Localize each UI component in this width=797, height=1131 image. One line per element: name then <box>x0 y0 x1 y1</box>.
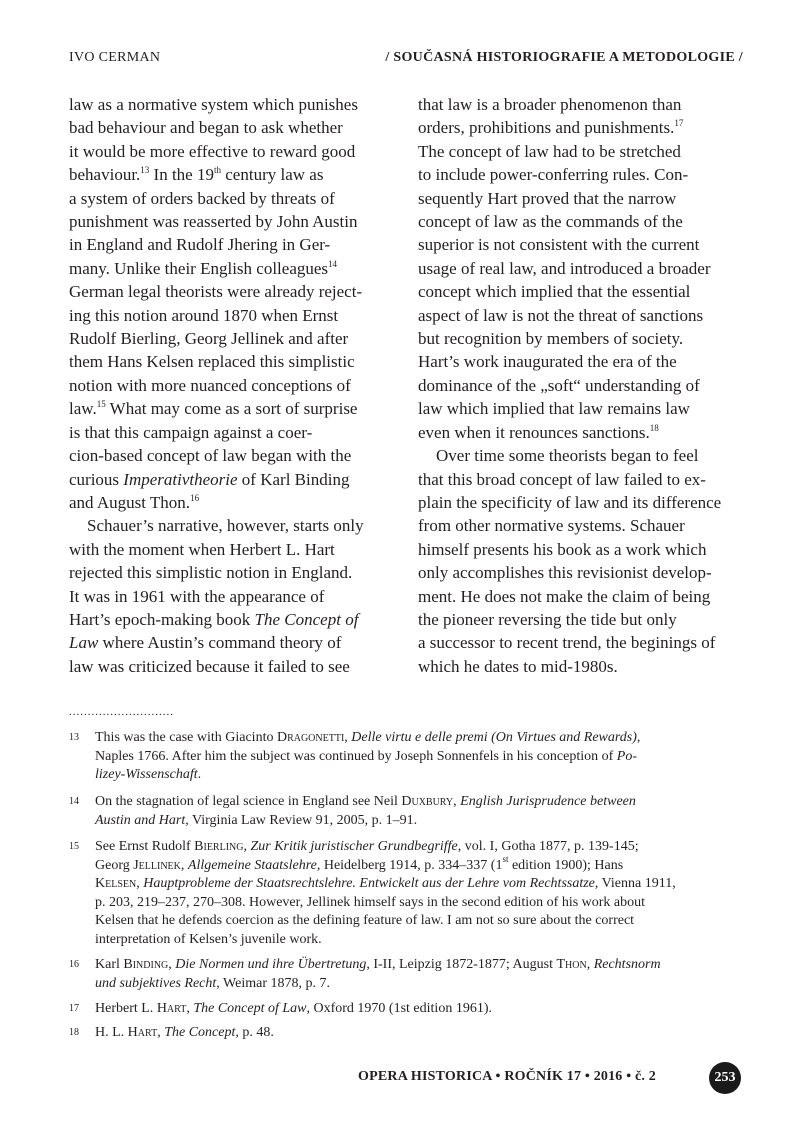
text-line: ment. He does not make the claim of being <box>418 586 711 606</box>
text-line: curious Imperativtheorie of Karl Binding <box>69 469 350 489</box>
text-line: Over time some theorists began to feel <box>436 446 699 466</box>
text-line: many. Unlike their English colleagues$^{14}$ <box>69 258 338 278</box>
text-line: dominance of the „soft“ understanding of <box>418 375 700 395</box>
text-line: concept of law as the commands of the <box>418 212 683 232</box>
footnote-ref: 15 <box>96 399 106 410</box>
text-line: even when it renounces sanctions.$^{18}$ <box>418 422 659 442</box>
footnote-ref: 16 <box>190 492 200 503</box>
text-line: law was criticized because it failed to see <box>69 656 350 676</box>
running-header-author: IVO CERMAN <box>69 50 161 65</box>
footnote-18: 18 H. L. Hart, The Concept, p. 48. <box>69 1024 749 1044</box>
text-line: with the moment when Herbert L. Hart <box>69 539 335 559</box>
text-line: The concept of law had to be stretched <box>418 141 681 161</box>
text-line: law.$^{15}$ What may come as a sort of surprise <box>69 399 358 419</box>
running-header <box>69 50 743 72</box>
text-line: Rudolf Bierling, Georg Jellinek and after <box>69 329 349 349</box>
text-line: that law is a broader phenomenon than <box>418 95 682 114</box>
book-title: Law <box>69 633 99 653</box>
text-line: cion-based concept of law began with the <box>69 446 352 466</box>
footnote-14: 14 On the stagnation of legal science in England see Neil Duxbury, English Jurisprudence between Austin and Hart, Virginia Law Review 91, 2005, p. 1–91. <box>69 794 636 828</box>
footnote-number: 15 <box>69 841 79 852</box>
text-line: Schauer’s narrative, however, starts only <box>87 516 364 536</box>
text-line: German legal theorists were already reject- <box>69 282 363 302</box>
footnote-number: 16 <box>69 959 79 970</box>
body-column-left <box>69 93 394 678</box>
text-line: rejected this simplistic notion in England. <box>69 563 353 583</box>
running-header-section: / SOUČASNÁ HISTORIOGRAFIE A METODOLOGIE / <box>385 50 743 65</box>
text-line: a system of orders backed by threats of <box>69 188 335 208</box>
journal-footer: OPERA HISTORICA • ROČNÍK 17 • 2016 • č. 2 <box>358 1069 657 1084</box>
text-line: It was in 1961 with the appearance of <box>69 586 325 606</box>
text-line: and August Thon.$^{16}$ <box>69 492 200 512</box>
text-line: from other normative systems. Schauer <box>418 516 685 536</box>
text-line: a successor to recent trend, the beginings of <box>418 633 716 653</box>
italic-term: Imperativtheorie <box>123 469 238 489</box>
text-line: the pioneer reversing the tide but only <box>418 609 677 629</box>
footnote-separator: ............................ <box>69 706 174 718</box>
text-line: orders, prohibitions and punishments.$^{17}$ <box>418 118 684 138</box>
footnote-17: 17 Herbert L. Hart, The Concept of Law, Oxford 1970 (1st edition 1961). <box>69 1000 749 1020</box>
footnote-number: 17 <box>69 1003 79 1014</box>
text-line: bad behaviour and began to ask whether <box>69 118 343 138</box>
text-line: in England and Rudolf Jhering in Ger- <box>69 235 331 255</box>
footnote-number: 18 <box>69 1027 79 1038</box>
text-line: plain the specificity of law and its difference <box>418 492 722 512</box>
text-line: ing this notion around 1870 when Ernst <box>69 305 339 325</box>
text-line: sequently Hart proved that the narrow <box>418 188 677 208</box>
text-line: law as a normative system which punishes <box>69 95 358 114</box>
text-line: which he dates to mid-1980s. <box>418 656 618 676</box>
footnote-ref: 18 <box>649 422 659 433</box>
text-line: to include power-conferring rules. Con- <box>418 165 689 185</box>
footnote-13: 13 This was the case with Giacinto Dragonetti, Delle virtu e delle premi (On Virtues and Rewards), Naples 1766. After him the subject was continued by Joseph Sonnenfels in his conception of Po- lizey-Wissenschaft. <box>69 730 641 783</box>
page-number-badge: 253 <box>709 1062 741 1094</box>
text-line: Law where Austin’s command theory of <box>69 633 342 653</box>
text-line: is that this campaign against a coer- <box>69 422 313 442</box>
text-line: behaviour.$^{13}$ In the 19th century law as <box>69 165 324 185</box>
body-column-right <box>418 93 743 678</box>
footnote-ref: 14 <box>328 258 338 269</box>
text-line: usage of real law, and introduced a broader <box>418 258 711 278</box>
text-line: notion with more nuanced conceptions of <box>69 375 351 395</box>
text-line: only accomplishes this revisionist develop- <box>418 563 712 583</box>
footnote-number: 13 <box>69 732 79 743</box>
footnote-15: 15 See Ernst Rudolf Bierling, Zur Kritik juristischer Grundbegriffe, vol. I, Gotha 1877, p. 139-145; Georg Jellinek, Allgemeine Staatslehre, Heidelberg 1914, p. 334–337 (1st edition 1900); Hans Kelsen, Hauptprobleme der Staatsrechtslehre. Entwickelt aus der Lehre vom Rechtssatze, Vienna 1911, p. 203, 219–237, 270–308. However, Jellinek himself says in the second edition of his work about Kelsen that he defends coercion as the defining feature of law. I am not so sure about the correct interpretation of Kelsen’s juvenile work. <box>69 839 676 947</box>
book-title: The Concept of <box>254 609 359 629</box>
text-line: it would be more effective to reward good <box>69 141 356 161</box>
text-line: concept which implied that the essential <box>418 282 691 302</box>
text-line: punishment was reasserted by John Austin <box>69 212 358 232</box>
footnote-16: 16 Karl Binding, Die Normen und ihre Übertretung, I-II, Leipzig 1872-1877; August Thon, Rechtsnorm und subjektives Recht, Weimar 1878, p. 7. <box>69 957 661 991</box>
text-line: Hart’s epoch-making book The Concept of <box>69 609 359 629</box>
footnote-ref: 13 <box>140 165 150 176</box>
text-line: himself presents his book as a work which <box>418 539 707 559</box>
text-line: superior is not consistent with the current <box>418 235 700 255</box>
text-line: Hart’s work inaugurated the era of the <box>418 352 677 372</box>
superscript: th <box>213 165 221 176</box>
text-line: them Hans Kelsen replaced this simplistic <box>69 352 355 372</box>
text-line: that this broad concept of law failed to ex- <box>418 469 706 489</box>
text-line: aspect of law is not the threat of sanctions <box>418 305 704 325</box>
text-line: law which implied that law remains law <box>418 399 690 419</box>
footnote-ref: 17 <box>674 118 684 129</box>
footnote-number: 14 <box>69 796 79 807</box>
text-line: but recognition by members of society. <box>418 329 684 349</box>
